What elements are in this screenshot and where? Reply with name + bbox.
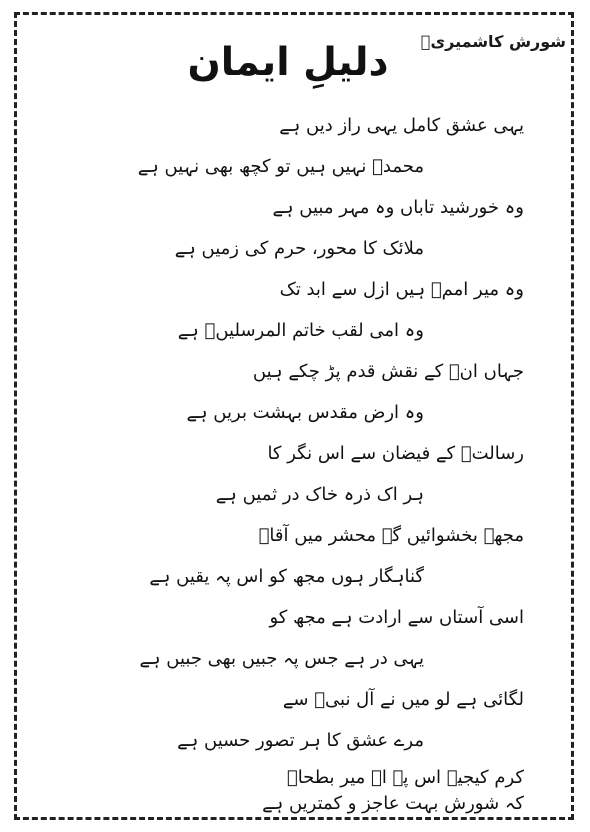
verse-line: وہ میر اممؐ ہیں ازل سے ابد تک [279,279,524,300]
verse-line: یہی عشق کامل یہی راز دیں ہے [279,115,524,136]
verse-line: رسالتؐ کے فیضان سے اس نگر کا [267,443,524,464]
verse-line: اسی آستاں سے ارادت ہے مجھ کو [269,607,524,628]
verse-line: جہاں انؐ کے نقش قدم پڑ چکے ہیں [252,361,524,382]
verse-line: محمدؐ نہیں ہیں تو کچھ بھی نہیں ہے [137,156,424,177]
verse-line: وہ ارض مقدس بہشت بریں ہے [186,402,424,423]
poet-name: شورش کاشمیریؒ [420,32,566,51]
poem-title: دلیلِ ایمان [187,39,389,85]
verse-line: کہ شورش بہت عاجز و کمتریں ہے [262,793,524,814]
verse-line: ملائک کا محور، حرم کی زمیں ہے [174,238,424,259]
verse-line: مجھے بخشوائیں گے محشر میں آقاؐ [258,525,524,546]
verse-line: ہر اک ذرہ خاک در ثمیں ہے [215,484,424,505]
verse-line: یہی در ہے جس پہ جبیں بھی جبیں ہے [139,648,424,669]
verse-line: کرم کیجیے اس پہ اے میر بطحاؐ [286,767,524,788]
verse-line: وہ امی لقب خاتم المرسلیںؐ ہے [177,320,424,341]
verse-line: لگائی ہے لو میں نے آل نبیؐ سے [282,689,524,710]
verse-line: گناہگار ہوں مجھ کو اس پہ یقیں ہے [149,566,424,587]
verse-line: وہ خورشید تاباں وہ مہر مبیں ہے [272,197,524,218]
verse-line: مرے عشق کا ہر تصور حسیں ہے [177,730,424,751]
